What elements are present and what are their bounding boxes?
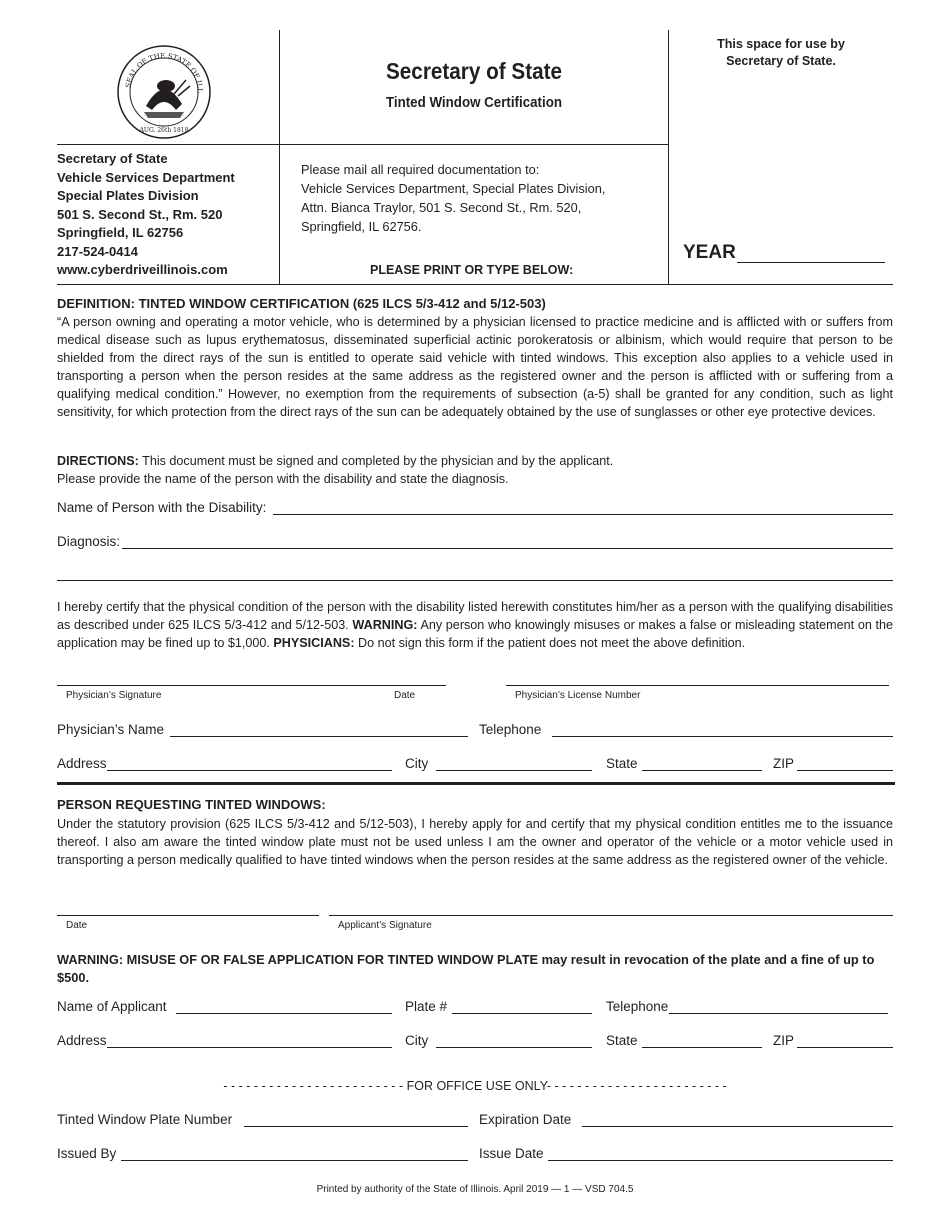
applicant-name-field[interactable] <box>176 1013 392 1014</box>
disability-name-label: Name of Person with the Disability: <box>57 500 267 515</box>
applicant-state-label: State <box>606 1033 638 1048</box>
issue-date-label: Issue Date <box>479 1146 544 1161</box>
applicant-address-label: Address <box>57 1033 107 1048</box>
diagnosis-field-continued[interactable] <box>57 580 893 581</box>
physician-telephone-label: Telephone <box>479 722 542 737</box>
header-divider-left <box>279 30 280 284</box>
physician-date-caption: Date <box>394 690 416 701</box>
agency-division: Special Plates Division <box>57 188 199 203</box>
definition-heading: DEFINITION: TINTED WINDOW CERTIFICATION (625 ILCS 5/3-412 and 5/12-503) <box>57 296 546 311</box>
misuse-warning-rest: may result in revocation of the plate and a fine of up to $500. <box>57 952 875 985</box>
mail-line: Please mail all required documentation to: <box>301 162 540 177</box>
definition-body: “A person owning and operating a motor vehicle, who is determined by a physician licensed to practice medicine and is afflicted with or suffers from medical disease such as lupus erythematosus, disseminated superficial actinic porokeratosis or albinism, which would require that person to be shielded from the direct rays of the sun is entitled to operate said vehicle with tinted windows. This exception also applies to a vehicle used in transporting a person when the person resides at the same address as the registered owner and the person is afflicted with or suffering from a qualifying medical condition.” However, no exemption from the requirements of subsection (a-5) shall be granted for any condition, such as light sensitivity, for which protection from the direct rays of the sun can be adequately obtained by the use of sunglasses or other eye protective devices. <box>57 315 893 419</box>
applicant-zip-label: ZIP <box>773 1033 795 1048</box>
certification-text-1: I hereby certify that the physical condition of the person with the disability listed herewith constitutes him/her as a person with the qualifying disabilities as described under 625 ILCS 5/3-412 and 5/12-503. <box>57 600 893 632</box>
applicant-city-field[interactable] <box>436 1047 592 1048</box>
physician-certification-text <box>57 598 893 652</box>
diagnosis-field[interactable] <box>122 548 893 549</box>
form-footer: Printed by authority of the State of Illinois. April 2019 — 1 — VSD 704.5 <box>316 1184 634 1195</box>
office-use-note <box>669 36 893 70</box>
mail-line: Attn. Bianca Traylor, 501 S. Second St., Rm. 520, <box>301 200 582 215</box>
expiration-date-field[interactable] <box>582 1126 893 1127</box>
header-divider-horizontal <box>57 144 669 145</box>
applicant-date-field[interactable] <box>57 915 319 916</box>
year-field[interactable] <box>737 262 885 263</box>
header-bottom-rule <box>57 284 893 285</box>
physician-city-label: City <box>405 756 429 771</box>
agency-name: Secretary of State <box>57 151 168 166</box>
agency-website[interactable]: www.cyberdriveillinois.com <box>57 262 228 277</box>
issue-date-field[interactable] <box>548 1160 893 1161</box>
applicant-telephone-label: Telephone <box>606 999 669 1014</box>
applicant-date-caption: Date <box>66 920 88 931</box>
year-label: YEAR <box>683 242 736 263</box>
certification-warning-label: WARNING: <box>352 618 418 632</box>
disability-name-field[interactable] <box>273 514 893 515</box>
misuse-warning <box>57 951 893 987</box>
physician-signature-caption: Physician’s Signature <box>66 690 162 701</box>
misuse-warning-bold: WARNING: MISUSE OF OR FALSE APPLICATION FOR TINTED WINDOW PLATE <box>57 952 539 967</box>
section-divider <box>57 782 895 785</box>
office-use-note-line1: This space for use by <box>717 37 845 51</box>
mail-instructions <box>301 160 605 236</box>
certification-text-2: Any person who knowingly misuses or makes a false or misleading statement on the application may be fined up to $1,000. <box>57 618 894 650</box>
applicant-address-field[interactable] <box>107 1047 392 1048</box>
print-instruction: PLEASE PRINT OR TYPE BELOW: <box>370 263 574 277</box>
directions-label: DIRECTIONS: <box>57 454 139 468</box>
certification-text-3: Do not sign this form if the patient does not meet the above definition. <box>354 636 746 650</box>
applicant-telephone-field[interactable] <box>669 1013 888 1014</box>
plate-number-office-label: Tinted Window Plate Number <box>57 1112 233 1127</box>
svg-text:SEAL OF THE STATE OF ILLINOIS: SEAL OF THE STATE OF ILL <box>124 51 205 94</box>
office-use-note-line2: Secretary of State. <box>726 54 836 68</box>
office-use-divider: - - - - - - - - - - - - - - - - - - - - - - - - FOR OFFICE USE ONLY- - - - - - - - - - - - - - - - - - - - - - - - <box>223 1079 727 1093</box>
certification-physicians-label: PHYSICIANS: <box>273 636 355 650</box>
applicant-city-label: City <box>405 1033 429 1048</box>
plate-number-field[interactable] <box>452 1013 592 1014</box>
physician-name-field[interactable] <box>170 736 468 737</box>
expiration-date-label: Expiration Date <box>479 1112 572 1127</box>
plate-number-label: Plate # <box>405 999 448 1014</box>
physician-zip-label: ZIP <box>773 756 795 771</box>
physician-license-caption: Physician’s License Number <box>515 690 641 701</box>
state-seal <box>116 44 212 140</box>
mail-line: Vehicle Services Department, Special Plates Division, <box>301 181 606 196</box>
form-title: Secretary of State <box>385 58 563 84</box>
applicant-state-field[interactable] <box>642 1047 762 1048</box>
agency-phone: 217-524-0414 <box>57 243 138 259</box>
directions <box>57 452 893 488</box>
physician-state-field[interactable] <box>642 770 762 771</box>
applicant-signature-caption: Applicant’s Signature <box>338 920 432 931</box>
agency-department: Vehicle Services Department <box>57 169 235 185</box>
applicant-section-heading: PERSON REQUESTING TINTED WINDOWS: <box>57 797 326 812</box>
form-subtitle: Tinted Window Certification <box>385 95 563 111</box>
agency-city: Springfield, IL 62756 <box>57 225 184 240</box>
diagnosis-label: Diagnosis: <box>57 534 121 549</box>
issued-by-field[interactable] <box>121 1160 468 1161</box>
applicant-signature-field[interactable] <box>329 915 893 916</box>
svg-text:AUG. 26th 1818: AUG. 26th 1818 <box>139 127 189 134</box>
physician-zip-field[interactable] <box>797 770 893 771</box>
directions-line2: Please provide the name of the person with the disability and state the diagnosis. <box>57 472 509 486</box>
plate-number-office-field[interactable] <box>244 1126 468 1127</box>
physician-address-field[interactable] <box>107 770 392 771</box>
physician-license-field[interactable] <box>506 685 889 686</box>
physician-address-label: Address <box>57 756 107 771</box>
agency-address-block <box>57 150 235 280</box>
physician-city-field[interactable] <box>436 770 592 771</box>
issued-by-label: Issued By <box>57 1146 117 1161</box>
agency-street: 501 S. Second St., Rm. 520 <box>57 206 223 222</box>
directions-line1: This document must be signed and completed by the physician and by the applicant. <box>138 454 614 468</box>
physician-name-label: Physician’s Name <box>57 722 165 737</box>
applicant-section-body: Under the statutory provision (625 ILCS 5/3-412 and 5/12-503), I hereby apply for and certify that my physical condition entitles me to the issuance thereof. I also am aware the tinted window plate must not be used unless I am the owner and operator of the vehicle or a motor vehicle used in transporting a person medically qualified to have tinted windows when the person resides at the same address as the registered owner of the vehicle. <box>57 817 893 867</box>
physician-signature-field[interactable] <box>57 685 446 686</box>
physician-telephone-field[interactable] <box>552 736 893 737</box>
physician-state-label: State <box>606 756 638 771</box>
applicant-name-label: Name of Applicant <box>57 999 167 1014</box>
applicant-zip-field[interactable] <box>797 1047 893 1048</box>
mail-line: Springfield, IL 62756. <box>301 219 422 234</box>
